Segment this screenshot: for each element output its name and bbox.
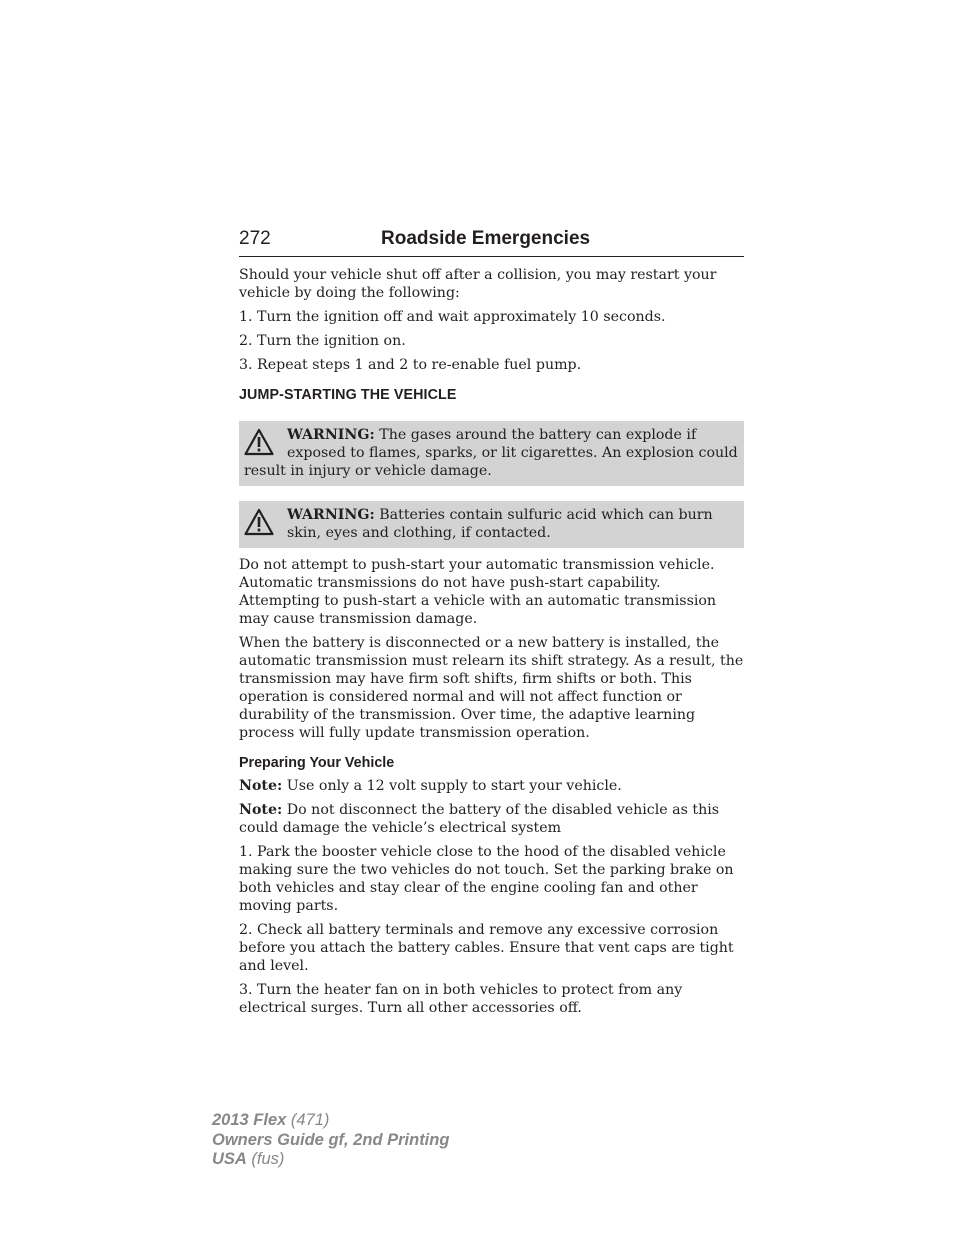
warning-triangle-icon (244, 508, 274, 538)
prep-step-2: 2. Check all battery terminals and remove any excessive corrosion before you attach the battery cables. Ensure that vent caps are tight and level. (239, 922, 734, 974)
page-number: 272 (239, 228, 271, 249)
intro-step-2: 2. Turn the ignition on. (239, 333, 406, 349)
prep-step-1: 1. Park the booster vehicle close to the hood of the disabled vehicle making sure the two vehicles do not touch. Set the parking brake on both vehicles and stay clear of the engine cooling fan and other moving parts. (239, 844, 734, 914)
note-paragraph (239, 801, 744, 837)
note-text: Use only a 12 volt supply to start your vehicle. (282, 778, 622, 794)
footer-region-line (212, 1150, 449, 1170)
warning-label: WARNING: (287, 427, 375, 443)
note-label: Note: (239, 778, 283, 794)
page-title: Roadside Emergencies (381, 228, 591, 249)
warning-text: Batteries contain sulfuric acid which can burn skin, eyes and clothing, if contacted. (287, 507, 713, 541)
prep-step-3: 3. Turn the heater fan on in both vehicles to protect from any electrical surges. Turn all other accessories off. (239, 982, 683, 1016)
footer-model-line (212, 1111, 449, 1131)
note-label: Note: (239, 802, 283, 818)
footer-model: 2013 Flex (212, 1111, 287, 1129)
page-header (239, 228, 744, 257)
intro-paragraph: Should your vehicle shut off after a collision, you may restart your vehicle by doing the following: (239, 267, 717, 301)
warning-label: WARNING: (287, 507, 375, 523)
footer-region-code: (fus) (246, 1150, 285, 1168)
manual-page (239, 228, 744, 1023)
intro-step-1: 1. Turn the ignition off and wait approximately 10 seconds. (239, 309, 666, 325)
warning-box (239, 501, 744, 548)
footer-model-code: (471) (286, 1111, 330, 1129)
warning-box (239, 421, 744, 486)
subheading: Preparing Your Vehicle (239, 755, 395, 771)
warning-text: The gases around the battery can explode if exposed to flames, sparks, or lit cigarettes. An explosion could result in injury or vehicle damage. (244, 427, 738, 479)
footer-guide: Owners Guide gf, 2nd Printing (212, 1130, 450, 1149)
note-text: Do not disconnect the battery of the disabled vehicle as this could damage the vehicle’s electrical system (239, 802, 720, 836)
body-paragraph: When the battery is disconnected or a new battery is installed, the automatic transmission must relearn its shift strategy. As a result, the transmission may have firm soft shifts, firm shifts or both. This operation is considered normal and will not affect function or durability of the transmission. Over time, the adaptive learning process will fully update transmission operation. (239, 635, 744, 741)
footer-region: USA (212, 1150, 247, 1168)
page-footer (212, 1111, 449, 1170)
section-heading: JUMP-STARTING THE VEHICLE (239, 387, 457, 403)
warning-triangle-icon (244, 428, 274, 458)
note-paragraph (239, 777, 744, 795)
body-paragraph: Do not attempt to push-start your automatic transmission vehicle. Automatic transmissions do not have push-start capability. Attempting to push-start a vehicle with an automatic transmission may cause transmission damage. (239, 557, 717, 627)
page-content (239, 257, 744, 1017)
intro-step-3: 3. Repeat steps 1 and 2 to re-enable fuel pump. (239, 357, 582, 373)
